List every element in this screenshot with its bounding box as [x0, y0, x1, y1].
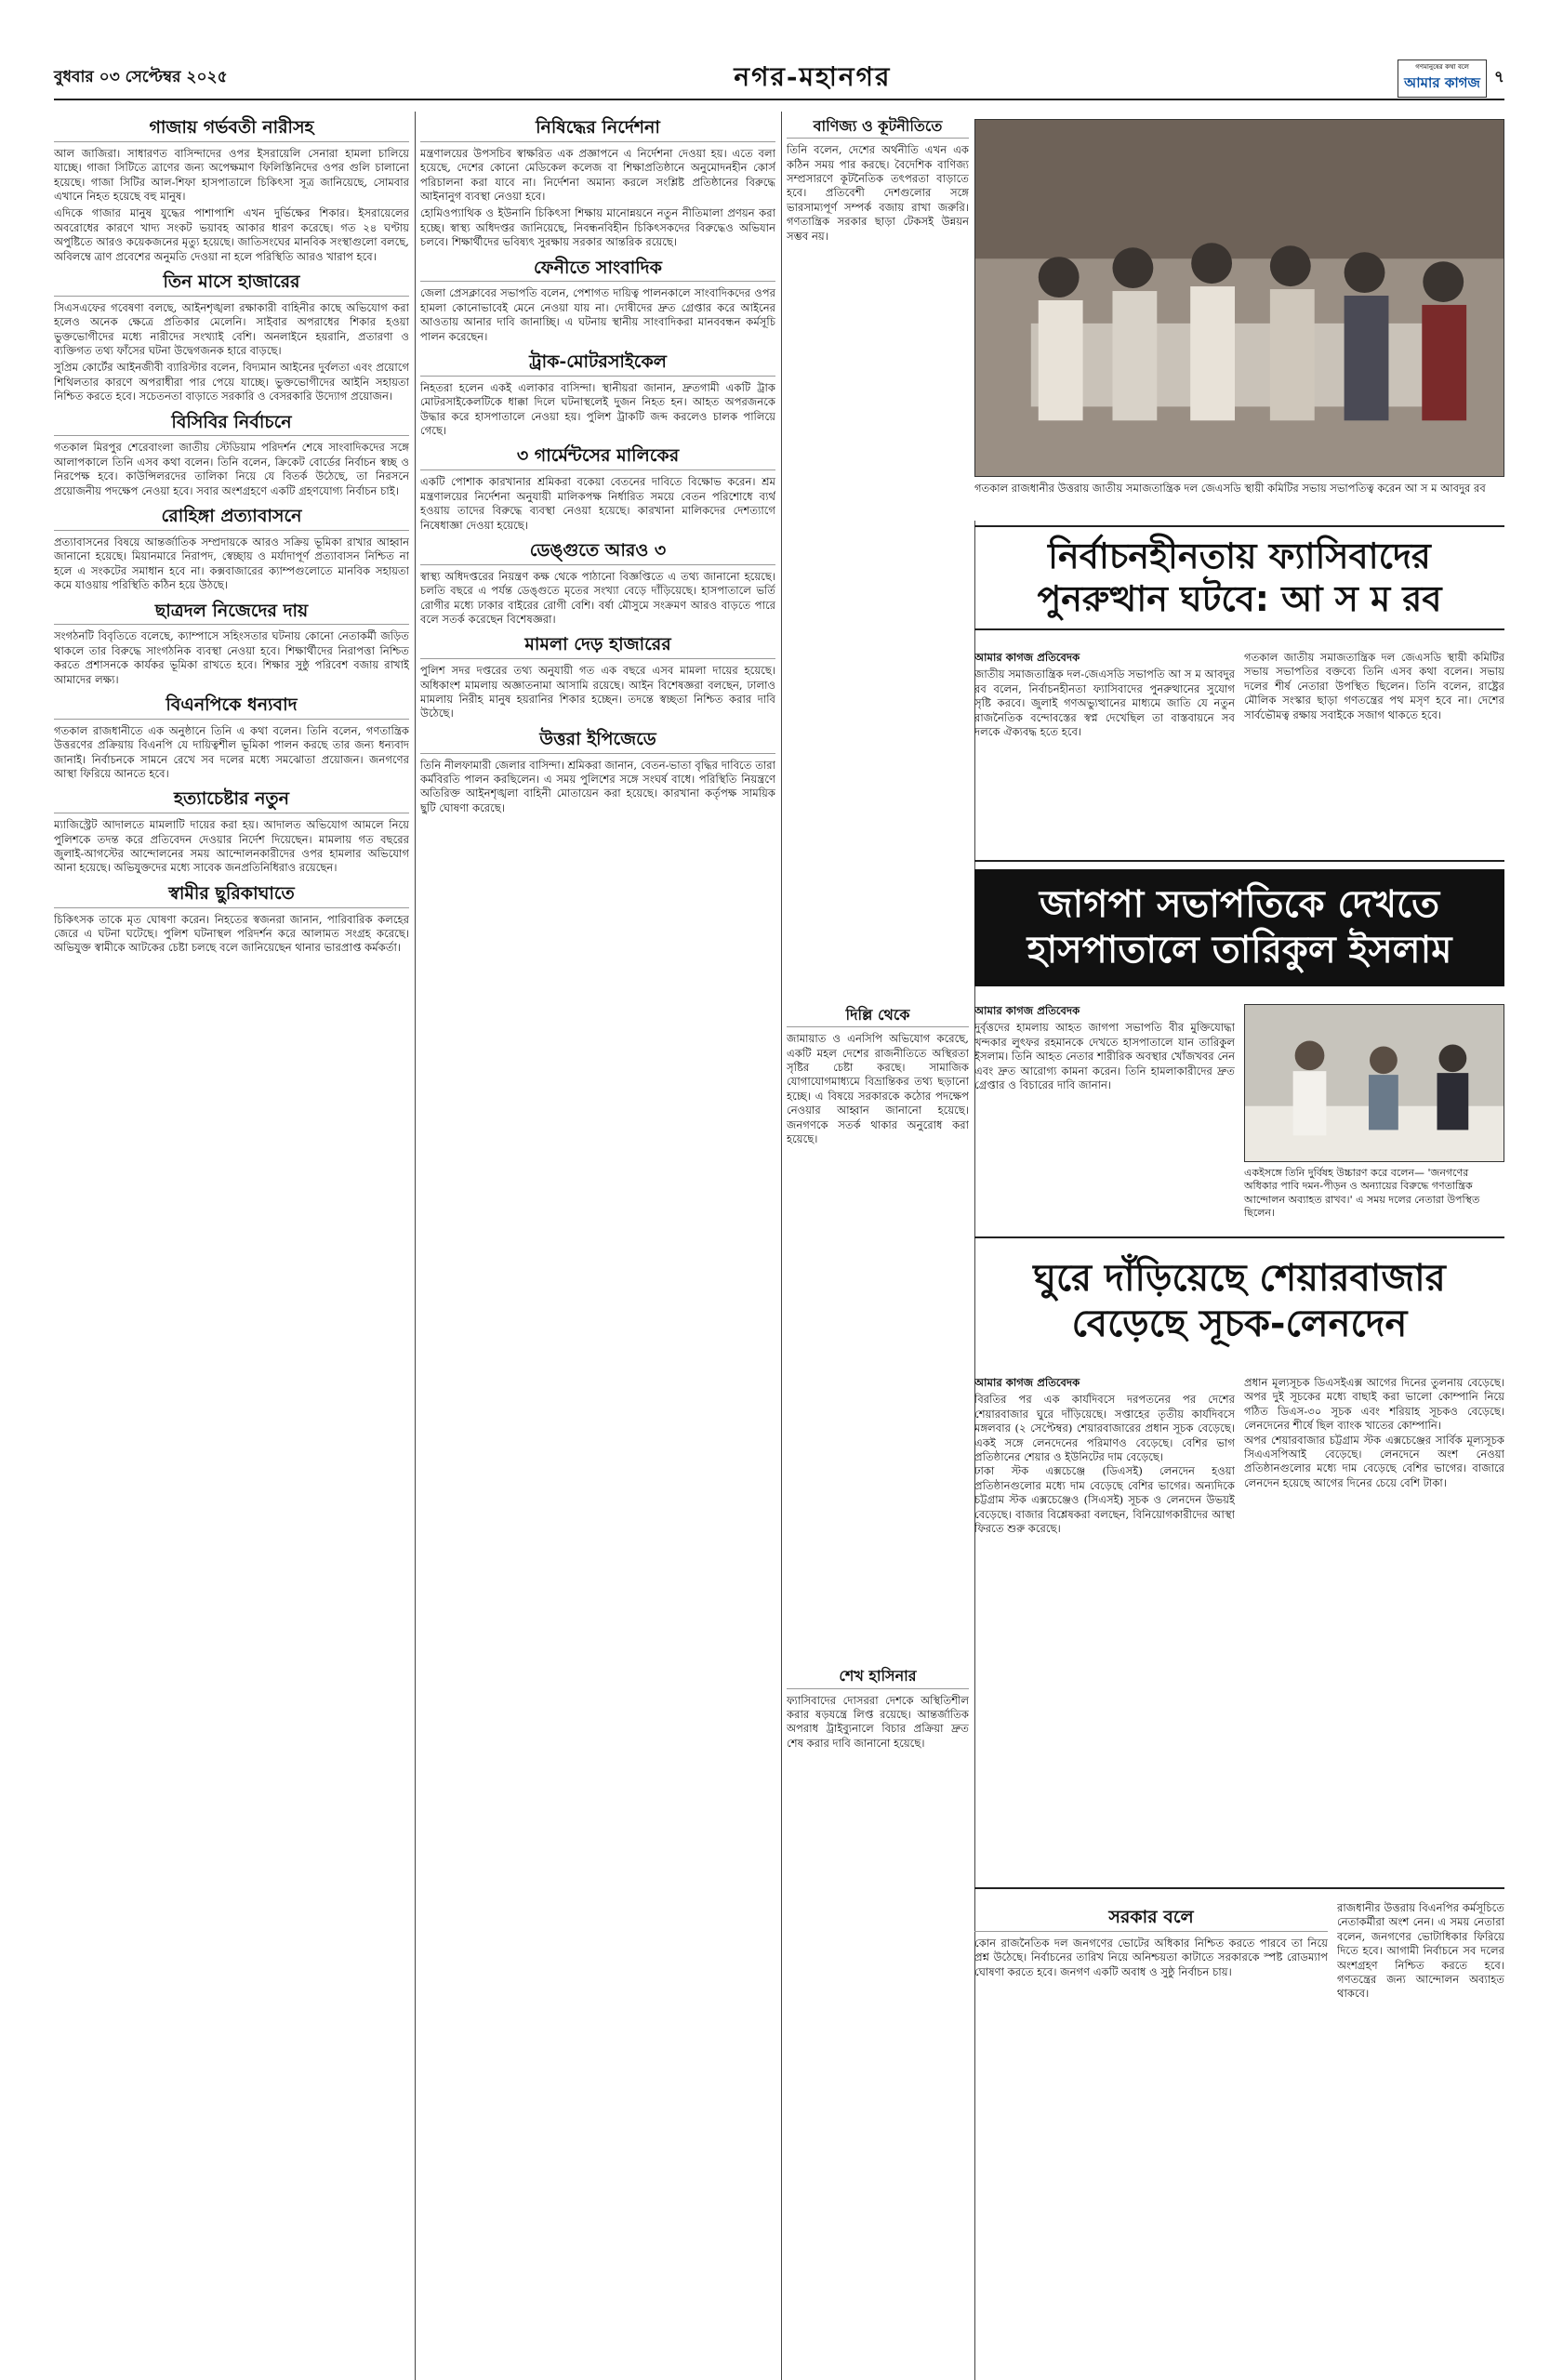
- story-text: হোমিওপ্যাথিক ও ইউনানি চিকিৎসা শিক্ষায় মানোন্নয়নে নতুন নীতিমালা প্রণয়ন করা হচ্ছে। স্বাস্থ্য অধিদপ্তর জানিয়েছে, নিবন্ধনবিহীন চিকিৎসকদের বিরুদ্ধেও অভিযান চলবে। শিক্ষার্থীদের ভবিষ্যৎ সুরক্ষায় সরকার আন্তরিক রয়েছে।: [420, 206, 775, 249]
- section-rule: [974, 860, 1504, 862]
- headline-line: বেড়েছে সূচক-লেনদেন: [1071, 1302, 1408, 1345]
- page-header: [54, 58, 1504, 100]
- headline-line: নির্বাচনহীনতায় ফ্যাসিবাদের: [1048, 536, 1431, 576]
- story-text: রাজধানীর উত্তরায় বিএনপির কর্মসূচিতে নেতাকর্মীরা অংশ নেন। এ সময় নেতারা বলেন, জনগণের ভোটাধিকার ফিরিয়ে দিতে হবে। আগামী নির্বাচনে সব দলের অংশগ্রহণ নিশ্চিত করতে হবে। গণতন্ত্রের জন্য আন্দোলন অব্যাহত থাকবে।: [1337, 1901, 1504, 2001]
- story-bcb: [54, 412, 409, 498]
- story-dengue: [420, 540, 775, 627]
- story-headline: শেখ হাসিনার: [787, 1667, 969, 1688]
- story-husband: [54, 883, 409, 956]
- hospital-photo: [1244, 1004, 1504, 1162]
- logo-name: আমার কাগজ: [1404, 73, 1480, 91]
- story-headline: বিএনপিকে ধন্যবাদ: [54, 694, 409, 720]
- story-murder-case: [54, 788, 409, 875]
- story-hasina: [787, 1667, 969, 1751]
- story-truck: [420, 351, 775, 438]
- story-headline: ৩ গার্মেন্টসের মালিকের: [420, 445, 775, 470]
- meeting-photo-caption: গতকাল রাজধানীর উত্তরায় জাতীয় সমাজতান্ত্রিক দল জেএসডি স্থায়ী কমিটির সভায় সভাপতিত্ব করেন আ স ম আবদুর রব: [974, 482, 1486, 495]
- column-divider: [781, 112, 782, 2380]
- rab-story-left: [974, 651, 1235, 855]
- story-text: ম্যাজিস্ট্রেট আদালতে মামলাটি দায়ের করা হয়। আদালত অভিযোগ আমলে নিয়ে পুলিশকে তদন্ত করে প্রতিবেদন দেওয়ার নির্দেশ দিয়েছেন। মামলায় গত বছরের জুলাই-আগস্টের আন্দোলনের সময় আন্দোলনকারীদের ওপর হামলার অভিযোগ আনা হয়েছে। অভিযুক্তদের মধ্যে সাবেক জনপ্রতিনিধিরাও রয়েছেন।: [54, 818, 409, 875]
- column-1: [54, 112, 409, 2380]
- story-text: জেলা প্রেসক্লাবের সভাপতি বলেন, পেশাগত দায়িত্ব পালনকালে সাংবাদিকদের ওপর হামলা কোনোভাবেই মেনে নেওয়া যায় না। দোষীদের দ্রুত গ্রেপ্তার করে আইনের আওতায় আনার দাবি জানাচ্ছি। এ ঘটনায় স্থানীয় সাংবাদিকরা মানববন্ধন কর্মসূচি পালন করেছেন।: [420, 286, 775, 343]
- story-text: ফ্যাসিবাদের দোসররা দেশকে অস্থিতিশীল করার ষড়যন্ত্রে লিপ্ত রয়েছে। আন্তর্জাতিক অপরাধ ট্রাইব্যুনালে বিচার প্রক্রিয়া দ্রুত শেষ করার দাবি জানানো হয়েছে।: [787, 1693, 969, 1750]
- story-text: তিনি নীলফামারী জেলার বাসিন্দা। শ্রমিকরা জানান, বেতন-ভাতা বৃদ্ধির দাবিতে তারা কর্মবিরতি পালন করছিলেন। এ সময় পুলিশের সঙ্গে সংঘর্ষ বাধে। পরিস্থিতি নিয়ন্ত্রণে অতিরিক্ত আইনশৃঙ্খলা বাহিনী মোতায়েন করা হয়েছে। কারখানা কর্তৃপক্ষ সাময়িক ছুটি ঘোষণা করেছে।: [420, 758, 775, 814]
- story-text: সংগঠনটি বিবৃতিতে বলেছে, ক্যাম্পাসে সহিংসতার ঘটনায় কোনো নেতাকর্মী জড়িত থাকলে তার বিরুদ্ধে সাংগঠনিক ব্যবস্থা নেওয়া হবে। শিক্ষার্থীদের নিরাপত্তা নিশ্চিত করতে প্রশাসনকে কার্যকর ভূমিকা রাখতে হবে। শিক্ষার সুষ্ঠু পরিবেশ বজায় রাখাই আমাদের লক্ষ্য।: [54, 629, 409, 686]
- story-headline: গাজায় গর্ভবতী নারীসহ: [54, 117, 409, 142]
- story-text: জাতীয় সমাজতান্ত্রিক দল-জেএসডি সভাপতি আ স ম আবদুর রব বলেন, নির্বাচনহীনতা ফ্যাসিবাদের পুনরুত্থানের সুযোগ সৃষ্টি করবে। জুলাই গণঅভ্যুত্থানের মাধ্যমে জাতি যে নতুন রাজনৈতিক বন্দোবস্তের স্বপ্ন দেখেছিল তা বাস্তবায়নে সব দলকে ঐক্যবদ্ধ হতে হবে।: [974, 668, 1235, 739]
- photo-placeholder-icon: [975, 120, 1504, 476]
- headline-line: জাগপা সভাপতিকে দেখতে: [1039, 883, 1440, 926]
- stock-story-right: [1244, 1376, 1504, 1869]
- story-text: প্রত্যাবাসনের বিষয়ে আন্তর্জাতিক সম্প্রদায়কে আরও সক্রিয় ভূমিকা রাখার আহ্বান জানানো হয়েছে। মিয়ানমারে নিরাপদ, স্বেচ্ছায় ও মর্যাদাপূর্ণ প্রত্যাবাসন নিশ্চিত না হলে এ সংকটের সমাধান হবে না। কক্সবাজারের ক্যাম্পগুলোতে মানবিক সহায়তা কমে যাওয়ায় পরিস্থিতি কঠিন হয়ে উঠছে।: [54, 535, 409, 592]
- story-text: চিকিৎসক তাকে মৃত ঘোষণা করেন। নিহতের স্বজনরা জানান, পারিবারিক কলহের জেরে এ ঘটনা ঘটেছে। পুলিশ ঘটনাস্থল পরিদর্শন করে আলামত সংগ্রহ করেছে। অভিযুক্ত স্বামীকে আটকের চেষ্টা চলছে বলে জানিয়েছেন থানার ভারপ্রাপ্ত কর্মকর্তা।: [54, 912, 409, 955]
- meeting-photo: [974, 119, 1504, 477]
- jagpa-headline: [974, 869, 1504, 986]
- story-text: সিএসএফের গবেষণা বলছে, আইনশৃঙ্খলা রক্ষাকারী বাহিনীর কাছে অভিযোগ করা হলেও অনেক ক্ষেত্রে প্রতিকার মেলেনি। সাইবার অপরাধের শিকার হওয়া ভুক্তভোগীদের মধ্যে নারীদের সংখ্যাই বেশি। অনলাইনে হয়রানি, প্রতারণা ও ব্যক্তিগত তথ্য ফাঁসের ঘটনা উদ্বেগজনক হারে বাড়ছে।: [54, 300, 409, 358]
- story-gaza: [54, 117, 409, 264]
- section-title: নগর-মহানগর: [734, 60, 892, 92]
- story-headline: দিল্লি থেকে: [787, 1006, 969, 1027]
- story-headline: নিষিদ্ধের নির্দেশনা: [420, 117, 775, 142]
- story-headline: তিন মাসে হাজারের: [54, 271, 409, 297]
- story-text: কোন রাজনৈতিক দল জনগণের ভোটের অধিকার নিশ্চিত করতে পারবে তা নিয়ে প্রশ্ন উঠেছে। নির্বাচনের তারিখ নিয়ে অনিশ্চয়তা কাটাতে সরকারকে স্পষ্ট রোডম্যাপ ঘোষণা করতে হবে। জনগণ একটি অবাধ ও সুষ্ঠু নির্বাচন চায়।: [974, 1936, 1328, 1978]
- rab-headline: [974, 525, 1504, 630]
- jagpa-story: [974, 1004, 1235, 1227]
- story-three-months: [54, 271, 409, 404]
- story-text: অপর শেয়ারবাজার চট্টগ্রাম স্টক এক্সচেঞ্জের সার্বিক মূল্যসূচক সিএএসপিআই বেড়েছে। লেনদেনে অংশ নেওয়া প্রতিষ্ঠানগুলোর মধ্যে দাম বেড়েছে বেশির ভাগের। বাজারে লেনদেন হয়েছে আগের দিনের চেয়ে বেশি টাকা।: [1244, 1433, 1504, 1489]
- story-ban-order: [420, 117, 775, 250]
- section-rule: [974, 1887, 1504, 1889]
- story-text: পুলিশ সদর দপ্তরের তথ্য অনুযায়ী গত এক বছরে এসব মামলা দায়ের হয়েছে। অধিকাংশ মামলায় অজ্ঞাতনামা আসামি রয়েছে। আইন বিশেষজ্ঞরা বলছেন, ঢালাও মামলায় নিরীহ মানুষ হয়রানির শিকার হচ্ছেন। তদন্তে স্বচ্ছতা নিশ্চিত করার দাবি উঠেছে।: [420, 664, 775, 721]
- story-text: গতকাল মিরপুর শেরেবাংলা জাতীয় স্টেডিয়াম পরিদর্শন শেষে সাংবাদিকদের সঙ্গে আলাপকালে তিনি এসব কথা বলেন। তিনি বলেন, ক্রিকেট বোর্ডের নির্বাচন স্বচ্ছ ও নিরপেক্ষ হবে। কাউন্সিলরদের তালিকা নিয়ে যে বিতর্ক উঠেছে, তা নিরসনে প্রয়োজনীয় পদক্ষেপ নেওয়া হবে। সবার অংশগ্রহণে একটি গ্রহণযোগ্য নির্বাচন চাই।: [54, 441, 409, 497]
- story-headline: ফেনীতে সাংবাদিক: [420, 258, 775, 283]
- rab-story-right: [1244, 651, 1504, 855]
- story-text: গতকাল জাতীয় সমাজতান্ত্রিক দল জেএসডি স্থায়ী কমিটির সভায় সভাপতির বক্তব্যে তিনি এসব কথা বলেন। সভায় দলের শীর্ষ নেতারা উপস্থিত ছিলেন। তিনি বলেন, রাষ্ট্রের মৌলিক সংস্কার ছাড়া গণতন্ত্রের পথ মসৃণ হবে না। দেশের সার্বভৌমত্ব রক্ষায় সবাইকে সজাগ থাকতে হবে।: [1244, 651, 1504, 721]
- header-right: [1398, 60, 1504, 98]
- story-text: গতকাল রাজধানীতে এক অনুষ্ঠানে তিনি এ কথা বলেন। তিনি বলেন, গণতান্ত্রিক উত্তরণের প্রক্রিয়ায় বিএনপি যে দায়িত্বশীল ভূমিকা পালন করছে তার জন্য ধন্যবাদ জানাই। নির্বাচনকে সামনে রেখে সব দলের মধ্যে সমঝোতা প্রয়োজন। জনগণের আস্থা ফিরিয়ে আনতে হবে।: [54, 723, 409, 780]
- story-text: সুপ্রিম কোর্টের আইনজীবী ব্যারিস্টার বলেন, বিদ্যমান আইনের দুর্বলতা এবং প্রয়োগে শিথিলতার কারণে অপরাধীরা পার পেয়ে যাচ্ছে। ভুক্তভোগীদের আইনি সহায়তা নিশ্চিত করতে হবে। সচেতনতা বাড়াতে সরকারি ও বেসরকারি উদ্যোগ প্রয়োজন।: [54, 361, 409, 403]
- story-text: জামায়াত ও এনসিপি অভিযোগ করেছে, একটি মহল দেশের রাজনীতিতে অস্থিরতা সৃষ্টির চেষ্টা করছে। সামাজিক যোগাযোগমাধ্যমে বিভ্রান্তিকর তথ্য ছড়ানো হচ্ছে। এ বিষয়ে সরকারকে কঠোর পদক্ষেপ নেওয়ার আহ্বান জানানো হয়েছে। জনগণকে সতর্ক থাকার অনুরোধ করা হয়েছে।: [787, 1032, 969, 1146]
- story-trade: [787, 117, 969, 244]
- story-headline: স্বামীর ছুরিকাঘাতে: [54, 883, 409, 908]
- story-vote-rights: [974, 1901, 1328, 2366]
- story-text: দুর্বৃত্তদের হামলায় আহত জাগপা সভাপতি বীর মুক্তিযোদ্ধা খন্দকার লুৎফর রহমানকে দেখতে হাসপাতালে যান তারিকুল ইসলাম। তিনি আহত নেতার শারীরিক অবস্থার খোঁজখবর নেন এবং দ্রুত আরোগ্য কামনা করেন। তিনি হামলাকারীদের দ্রুত গ্রেপ্তার ও বিচারের দাবি জানান।: [974, 1021, 1235, 1092]
- story-delhi: [787, 1006, 969, 1146]
- story-text: একটি পোশাক কারখানার শ্রমিকরা বকেয়া বেতনের দাবিতে বিক্ষোভ করেন। শ্রম মন্ত্রণালয়ের নির্দেশনা অনুযায়ী মালিকপক্ষ নির্ধারিত সময়ে বেতন পরিশোধে ব্যর্থ হওয়ায় তাদের বিরুদ্ধে ব্যবস্থা নেওয়া হয়েছে। কারখানা মালিকদের দেশত্যাগে নিষেধাজ্ঞা দেওয়া হয়েছে।: [420, 475, 775, 532]
- story-text: প্রধান মূল্যসূচক ডিএসইএক্স আগের দিনের তুলনায় বেড়েছে। অপর দুই সূচকের মধ্যে বাছাই করা ভালো কোম্পানি নিয়ে গঠিত ডিএস-৩০ সূচক এবং শরিয়াহ সূচকও বেড়েছে। লেনদেনের শীর্ষে ছিল ব্যাংক খাতের কোম্পানি।: [1244, 1376, 1504, 1433]
- stock-story-left: [974, 1376, 1235, 1869]
- story-feni: [420, 258, 775, 344]
- story-bnp: [54, 694, 409, 781]
- story-headline: সরকার বলে: [974, 1907, 1328, 1932]
- story-text: তিনি বলেন, দেশের অর্থনীতি এখন এক কঠিন সময় পার করছে। বৈদেশিক বাণিজ্য সম্প্রসারণে কূটনৈতিক তৎপরতা বাড়াতে হবে। প্রতিবেশী দেশগুলোর সঙ্গে ভারসাম্যপূর্ণ সম্পর্ক বজায় রাখা জরুরি। গণতান্ত্রিক সরকার ছাড়া টেকসই উন্নয়ন সম্ভব নয়।: [787, 143, 969, 243]
- story-case-1500: [420, 634, 775, 721]
- story-students: [54, 601, 409, 687]
- story-rohingya: [54, 506, 409, 592]
- byline: আমার কাগজ প্রতিবেদক: [974, 1004, 1080, 1017]
- headline-line: পুনরুত্থান ঘটবে: আ স ম রব: [1037, 578, 1442, 620]
- story-epz: [420, 729, 775, 815]
- column-3: [787, 112, 969, 2380]
- story-headline: মামলা দেড় হাজারের: [420, 634, 775, 659]
- logo-tagline: গণমানুষের কথা বলে: [1415, 62, 1469, 71]
- story-text: আল জাজিরা। সাধারণত বাসিন্দাদের ওপর ইসরায়েলি সেনারা হামলা চালিয়ে যাচ্ছে। গাজা সিটিতে ত্রাণের জন্য অপেক্ষমাণ ফিলিস্তিনিদের ওপর গুলি চালানো হয়েছে। গাজা সিটির আল-শিফা হাসপাতালে চিকিৎসা সূত্র জানিয়েছে, সোমবার এখানে নিহত হয়েছে বহু মানুষ।: [54, 146, 409, 204]
- headline-line: হাসপাতালে তারিকুল ইসলাম: [1027, 928, 1452, 972]
- story-headline: ছাত্রদল নিজেদের দায়: [54, 601, 409, 626]
- story-right-bottom: [1337, 1901, 1504, 2366]
- story-text: ঢাকা স্টক এক্সচেঞ্জে (ডিএসই) লেনদেন হওয়া প্রতিষ্ঠানগুলোর মধ্যে দাম বেড়েছে বেশির ভাগের। অন্যদিকে চট্টগ্রাম স্টক এক্সচেঞ্জেও (সিএসই) সূচক ও লেনদেন উভয়ই বেড়েছে। বাজার বিশ্লেষকরা বলছেন, বিনিয়োগকারীদের আস্থা ফিরতে শুরু করেছে।: [974, 1464, 1235, 1536]
- stock-headline: [974, 1250, 1504, 1353]
- story-text: বিরতির পর এক কার্যদিবসে দরপতনের পর দেশের শেয়ারবাজার ঘুরে দাঁড়িয়েছে। সপ্তাহের তৃতীয় কার্যদিবসে মঙ্গলবার (২ সেপ্টেম্বর) শেয়ারবাজারের প্রধান সূচক বেড়েছে। একই সঙ্গে লেনদেনের পরিমাণও বেড়েছে। বেশির ভাগ প্রতিষ্ঠানের শেয়ার ও ইউনিটের দাম বেড়েছে।: [974, 1393, 1235, 1464]
- photo-placeholder-icon: [1245, 1005, 1504, 1161]
- story-text: এদিকে গাজার মানুষ যুদ্ধের পাশাপাশি এখন দুর্ভিক্ষের শিকার। ইসরায়েলের অবরোধের কারণে খাদ্য সংকট ভয়াবহ আকার ধারণ করেছে। গত ২৪ ঘণ্টায় অপুষ্টিতে আরও কয়েকজনের মৃত্যু হয়েছে। জাতিসংঘের মানবিক সংস্থাগুলো বলছে, অবিলম্বে ত্রাণ প্রবেশের অনুমতি দেওয়া না হলে পরিস্থিতি আরও খারাপ হবে।: [54, 206, 409, 263]
- story-headline: রোহিঙ্গা প্রত্যাবাসনে: [54, 506, 409, 531]
- story-text: স্বাস্থ্য অধিদপ্তরের নিয়ন্ত্রণ কক্ষ থেকে পাঠানো বিজ্ঞপ্তিতে এ তথ্য জানানো হয়েছে। চলতি বছরে এ পর্যন্ত ডেঙ্গুতে মৃতের সংখ্যা বেড়ে দাঁড়িয়েছে। হাসপাতালে ভর্তি রোগীর মধ্যে ঢাকার বাইরের রোগী বেশি। বর্ষা মৌসুমে সংক্রমণ আরও বাড়তে পারে বলে সতর্ক করেছেন বিশেষজ্ঞরা।: [420, 569, 775, 626]
- story-headline: বাণিজ্য ও কূটনীতিতে: [787, 117, 969, 139]
- story-garments: [420, 445, 775, 532]
- page-number: ৭: [1493, 68, 1504, 86]
- hospital-photo-caption: একইসঙ্গে তিনি দুর্বিষহ উচ্চারণ করে বলেন— 'জনগণের অধিকার পাবি দমন-পীড়ন ও অন্যায়ের বিরুদ্ধে গণতান্ত্রিক আন্দোলন অব্যাহত রাখব।' এ সময় দলের নেতারা উপস্থিত ছিলেন।: [1244, 1167, 1480, 1219]
- newspaper-logo: [1398, 60, 1487, 98]
- column-2: [420, 112, 775, 2380]
- section-rule: [974, 1236, 1504, 1238]
- story-text: নিহতরা হলেন একই এলাকার বাসিন্দা। স্থানীয়রা জানান, দ্রুতগামী একটি ট্রাক মোটরসাইকেলটিকে ধাক্কা দিলে ঘটনাস্থলেই দুজন নিহত হন। আহত অপরজনকে উদ্ধার করে হাসপাতালে নেওয়া হয়। পুলিশ ট্রাকটি জব্দ করলেও চালক পালিয়ে গেছে।: [420, 380, 775, 438]
- story-headline: ট্রাক-মোটরসাইকেল: [420, 351, 775, 377]
- headline-line: ঘুরে দাঁড়িয়েছে শেয়ারবাজার: [1033, 1257, 1446, 1300]
- byline: আমার কাগজ প্রতিবেদক: [974, 1376, 1080, 1389]
- byline: আমার কাগজ প্রতিবেদক: [974, 651, 1080, 664]
- story-text: মন্ত্রণালয়ের উপসচিব স্বাক্ষরিত এক প্রজ্ঞাপনে এ নির্দেশনা দেওয়া হয়। এতে বলা হয়েছে, দেশের কোনো মেডিকেল কলেজ বা শিক্ষাপ্রতিষ্ঠানে অনুমোদনহীন কোর্স পরিচালনা করা যাবে না। নির্দেশনা অমান্য করলে সংশ্লিষ্ট প্রতিষ্ঠানের বিরুদ্ধে আইনানুগ ব্যবস্থা নেওয়া হবে।: [420, 146, 775, 204]
- story-headline: উত্তরা ইপিজেডে: [420, 729, 775, 754]
- column-divider: [415, 112, 416, 2380]
- story-headline: ডেঙ্গুতে আরও ৩: [420, 540, 775, 565]
- story-headline: বিসিবির নির্বাচনে: [54, 412, 409, 437]
- issue-date: বুধবার ০৩ সেপ্টেম্বর ২০২৫: [54, 68, 228, 86]
- story-headline: হত্যাচেষ্টার নতুন: [54, 788, 409, 813]
